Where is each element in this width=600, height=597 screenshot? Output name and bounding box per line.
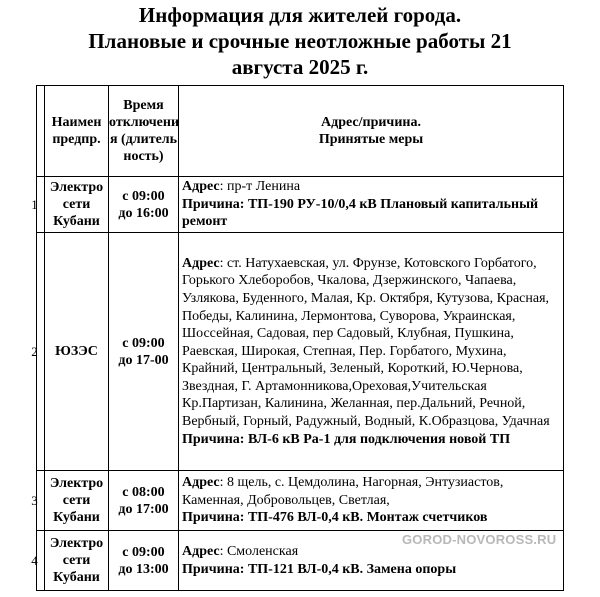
time-from: с 09:00 [122, 544, 165, 560]
address-text: : 8 щель, с. Цемдолина, Нагорная, Энтузиастов, Каменная, Добровольцев, Светлая, [182, 475, 504, 508]
row-details [179, 233, 564, 471]
row-time [109, 177, 179, 233]
title-line-2: Плановые и срочные неотложные работы 21 [88, 29, 512, 53]
row-num: 3 [37, 471, 45, 531]
outage-table [31, 85, 564, 591]
site-watermark: GOROD-NOVOROSS.RU [402, 532, 557, 547]
row-time [109, 471, 179, 531]
title-line-3: августа 2025 г. [231, 55, 369, 79]
header-address-line2: Принятые меры [318, 132, 424, 147]
reason-text: : ТП-190 РУ-10/0,4 кВ Плановый капитальный ремонт [182, 196, 539, 230]
row-org: ЮЗЭС [45, 233, 109, 471]
address-label: Адрес [182, 255, 220, 271]
time-to: до 17:00 [118, 501, 169, 517]
address-text: : пр-т Ленина [219, 179, 301, 195]
row-details [179, 177, 564, 233]
row-time [109, 233, 179, 471]
row-org: Электро сети Кубани [45, 531, 109, 591]
time-to: до 16:00 [118, 205, 169, 221]
reason-text: : ТП-121 ВЛ-0,4 кВ. Замена опоры [239, 561, 457, 577]
table-row [37, 233, 564, 471]
time-from: с 08:00 [122, 484, 165, 500]
row-num: 4 [37, 531, 45, 591]
time-to: до 17-00 [118, 352, 169, 368]
reason-label: Причина [182, 196, 240, 212]
address-text: : Смоленская [219, 543, 299, 559]
row-details [179, 471, 564, 531]
time-from: с 09:00 [122, 188, 165, 204]
reason-label: Причина [182, 561, 240, 577]
reason-label: Причина [182, 510, 240, 526]
time-to: до 13:00 [118, 561, 169, 577]
table-header-row [37, 86, 564, 177]
address-label: Адрес [182, 475, 220, 491]
header-address-line1: Адрес/причина. [321, 115, 421, 130]
row-time [109, 531, 179, 591]
reason-text: : ВЛ-6 кВ Ра-1 для подключения новой ТП [239, 431, 511, 447]
row-org: Электро сети Кубани [45, 177, 109, 233]
reason-label: Причина [182, 431, 240, 447]
row-num: 1 [37, 177, 45, 233]
table-row [37, 471, 564, 531]
row-num: 2 [37, 233, 45, 471]
row-org: Электро сети Кубани [45, 471, 109, 531]
header-org: Наимен предпр. [45, 86, 109, 177]
time-from: с 09:00 [122, 335, 165, 351]
header-address [179, 86, 564, 177]
reason-text: : ТП-476 ВЛ-0,4 кВ. Монтаж счетчиков [239, 510, 488, 526]
address-text: : ст. Натухаевская, ул. Фрунзе, Котовского Горбатого, Горького Хлеборобов, Чкалова, Дзержинского, Чапаева, Узлякова, Буденного, Малая, Кр. Октября, Кутузова, Красная, Победы, Калинина, Лермонтова, Суворова, Украинская, Шоссейная, Садовая, пер Садовый, Клубная, Пушкина, Раевская, Широкая, Степная, Пер. Горбатого, Мухина, Крайний, Центральный, Зеленый, Короткий, Ю.Чернова, Звездная, Г. Артамонникова,Ореховая,Учительская Кр.Партизан, Калинина, Желанная, пер.Дальний, Речной, Вербный, Горный, Радужный, Водный, К.Образцова, Удачная [182, 255, 550, 430]
page-title [0, 2, 600, 80]
address-label: Адрес [182, 543, 220, 559]
title-line-1: Информация для жителей города. [138, 3, 462, 27]
table-row [37, 177, 564, 233]
address-label: Адрес [182, 179, 220, 195]
header-num [37, 86, 45, 177]
header-time: Время отключени я (длитель ность) [109, 86, 179, 177]
